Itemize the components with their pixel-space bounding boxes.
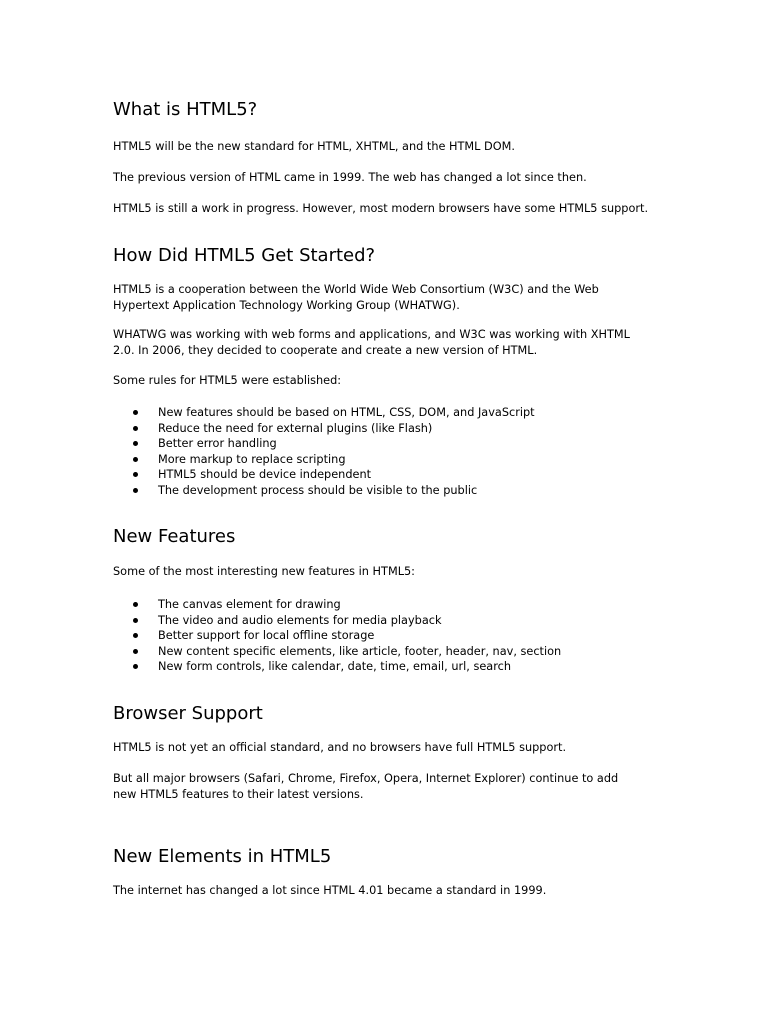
paragraph-line: WHATWG was working with web forms and applications, and W3C was working with XHTML — [113, 328, 630, 341]
paragraph: HTML5 is not yet an official standard, and no browsers have full HTML5 support. — [113, 741, 567, 754]
list-item: New form controls, like calendar, date, time, email, url, search — [113, 659, 561, 675]
list-item: Better error handling — [113, 436, 535, 452]
paragraph-line: new HTML5 features to their latest versions. — [113, 787, 364, 801]
paragraph-line: 2.0. In 2006, they decided to cooperate and create a new version of HTML. — [113, 343, 538, 357]
section-heading: Browser Support — [113, 703, 263, 724]
paragraph-line: HTML5 is a cooperation between the World Wide Web Consortium (W3C) and the Web — [113, 283, 599, 296]
bullet-list — [113, 405, 535, 498]
paragraph: The previous version of HTML came in 1999. The web has changed a lot since then. — [113, 171, 587, 184]
list-item: The development process should be visible to the public — [113, 483, 535, 499]
paragraph: The internet has changed a lot since HTML 4.01 became a standard in 1999. — [113, 884, 547, 897]
paragraph: Some rules for HTML5 were established: — [113, 374, 342, 387]
paragraph — [113, 771, 618, 802]
paragraph — [113, 282, 599, 313]
list-item: New features should be based on HTML, CSS, DOM, and JavaScript — [113, 405, 535, 421]
list-item: The canvas element for drawing — [113, 597, 561, 613]
section-heading: What is HTML5? — [113, 99, 258, 120]
paragraph: HTML5 is still a work in progress. However, most modern browsers have some HTML5 support. — [113, 202, 649, 215]
section-heading: How Did HTML5 Get Started? — [113, 245, 376, 266]
section-heading: New Features — [113, 526, 236, 547]
paragraph: Some of the most interesting new features in HTML5: — [113, 565, 415, 578]
paragraph — [113, 327, 630, 358]
list-item: More markup to replace scripting — [113, 452, 535, 468]
list-item: HTML5 should be device independent — [113, 467, 535, 483]
list-item: Reduce the need for external plugins (like Flash) — [113, 421, 535, 437]
section-heading: New Elements in HTML5 — [113, 846, 332, 867]
list-item: The video and audio elements for media playback — [113, 613, 561, 629]
bullet-list — [113, 597, 561, 675]
paragraph-line: Hypertext Application Technology Working Group (WHATWG). — [113, 298, 460, 312]
list-item: Better support for local offline storage — [113, 628, 561, 644]
paragraph-line: But all major browsers (Safari, Chrome, Firefox, Opera, Internet Explorer) continue to add — [113, 772, 619, 785]
list-item: New content specific elements, like article, footer, header, nav, section — [113, 644, 561, 660]
paragraph: HTML5 will be the new standard for HTML, XHTML, and the HTML DOM. — [113, 140, 515, 153]
